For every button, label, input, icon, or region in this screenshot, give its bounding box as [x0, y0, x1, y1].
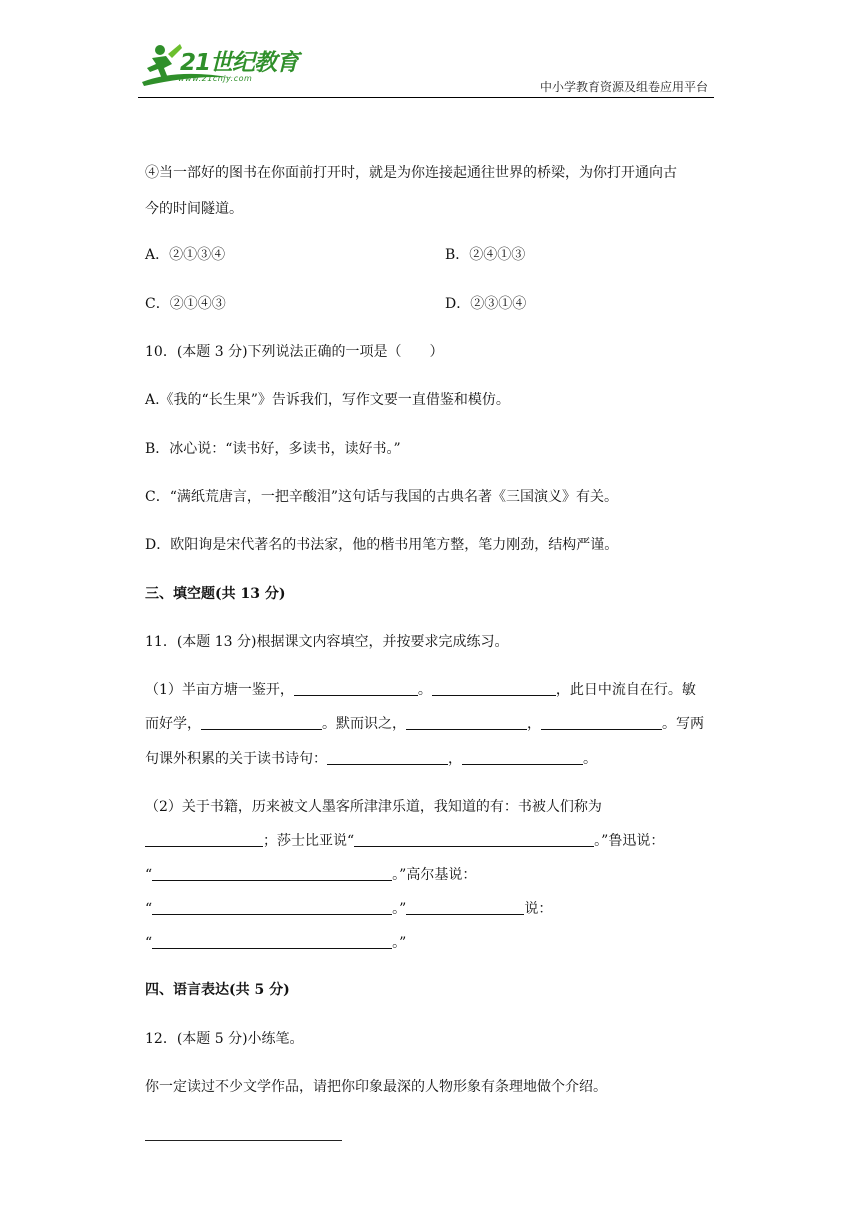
- text: 。”高尔基说：: [392, 867, 477, 883]
- answer-blank[interactable]: [406, 715, 527, 730]
- text: 。”鲁迅说：: [594, 833, 665, 849]
- q11-part2-line4: [145, 899, 552, 919]
- q10-option-d: D．欧阳询是宋代著名的书法家，他的楷书用笔方整，笔力刚劲，结构严谨。: [145, 537, 619, 553]
- text: （1）半亩方塘一鉴开，: [145, 682, 294, 698]
- answer-blank[interactable]: [327, 750, 448, 765]
- logo-text: 21世纪教育: [180, 50, 299, 76]
- text: 。”: [392, 935, 407, 951]
- q12-prompt: 你一定读过不少文学作品，请把你印象最深的人物形象有条理地做个介绍。: [145, 1079, 607, 1095]
- q9-option-d: D．②③①④: [445, 296, 527, 312]
- text: 。: [417, 682, 432, 698]
- q10-option-a: A.《我的“长生果”》告诉我们，写作文要一直借鉴和模仿。: [145, 392, 510, 408]
- q9-item4-line2: 今的时间隧道。: [145, 201, 243, 217]
- text: 句课外积累的关于读书诗句：: [145, 751, 327, 767]
- q10-option-b: B．冰心说：“读书好，多读书，读好书。”: [145, 441, 401, 457]
- footnote-divider: [145, 1140, 342, 1141]
- text: 。”: [392, 901, 407, 917]
- text: ，: [527, 716, 541, 732]
- q11-part1-line1: [145, 680, 696, 700]
- answer-blank[interactable]: [541, 715, 662, 730]
- q9-option-c: C．②①④③: [145, 296, 226, 312]
- text: ，此日中流自在行。敏: [555, 682, 696, 698]
- text: 。写两: [662, 716, 704, 732]
- text: 而好学，: [145, 716, 201, 732]
- page-header: [138, 38, 714, 98]
- text: “: [145, 867, 153, 883]
- answer-blank[interactable]: [294, 681, 418, 696]
- q10-stem: 10．(本题 3 分)下列说法正确的一项是（ ）: [145, 344, 444, 360]
- text: “: [145, 901, 153, 917]
- q11-stem: 11．(本题 13 分)根据课文内容填空，并按要求完成练习。: [145, 634, 509, 650]
- logo-url: www.21cnjy.com: [178, 74, 253, 83]
- header-divider: [138, 97, 714, 98]
- text: 说：: [524, 901, 553, 917]
- q9-item4-line1: ④当一部好的图书在你面前打开时，就是为你连接起通往世界的桥梁，为你打开通向古: [145, 165, 677, 181]
- q11-part2-line2: [145, 831, 664, 851]
- text: ，: [448, 751, 462, 767]
- section-3-heading: 三、填空题(共 13 分): [145, 586, 286, 602]
- q9-option-a: A．②①③④: [145, 247, 226, 263]
- q11-part2-line1: （2）关于书籍，历来被文人墨客所津津乐道，我知道的有：书被人们称为: [145, 799, 602, 815]
- q10-option-c: C．“满纸荒唐言，一把辛酸泪”这句话与我国的古典名著《三国演义》有关。: [145, 489, 619, 505]
- answer-blank[interactable]: [354, 832, 594, 847]
- q11-part1-line2: [145, 714, 704, 734]
- section-4-heading: 四、语言表达(共 5 分): [145, 982, 290, 998]
- q11-part1-line3: [145, 749, 597, 769]
- answer-blank[interactable]: [152, 866, 392, 881]
- platform-title: 中小学教育资源及组卷应用平台: [539, 80, 708, 94]
- text: 。默而识之，: [322, 716, 406, 732]
- q11-part2-line3: [145, 865, 476, 885]
- answer-blank[interactable]: [152, 900, 392, 915]
- answer-blank[interactable]: [406, 900, 524, 915]
- answer-blank[interactable]: [432, 681, 556, 696]
- answer-blank[interactable]: [462, 750, 583, 765]
- text: “: [145, 935, 153, 951]
- text: 。: [583, 751, 597, 767]
- text: ；莎士比亚说“: [263, 833, 355, 849]
- answer-blank[interactable]: [152, 934, 392, 949]
- answer-blank[interactable]: [201, 715, 322, 730]
- q12-stem: 12．(本题 5 分)小练笔。: [145, 1031, 304, 1047]
- q9-option-b: B．②④①③: [445, 247, 526, 263]
- q11-part2-line5: [145, 933, 406, 953]
- answer-blank[interactable]: [145, 832, 263, 847]
